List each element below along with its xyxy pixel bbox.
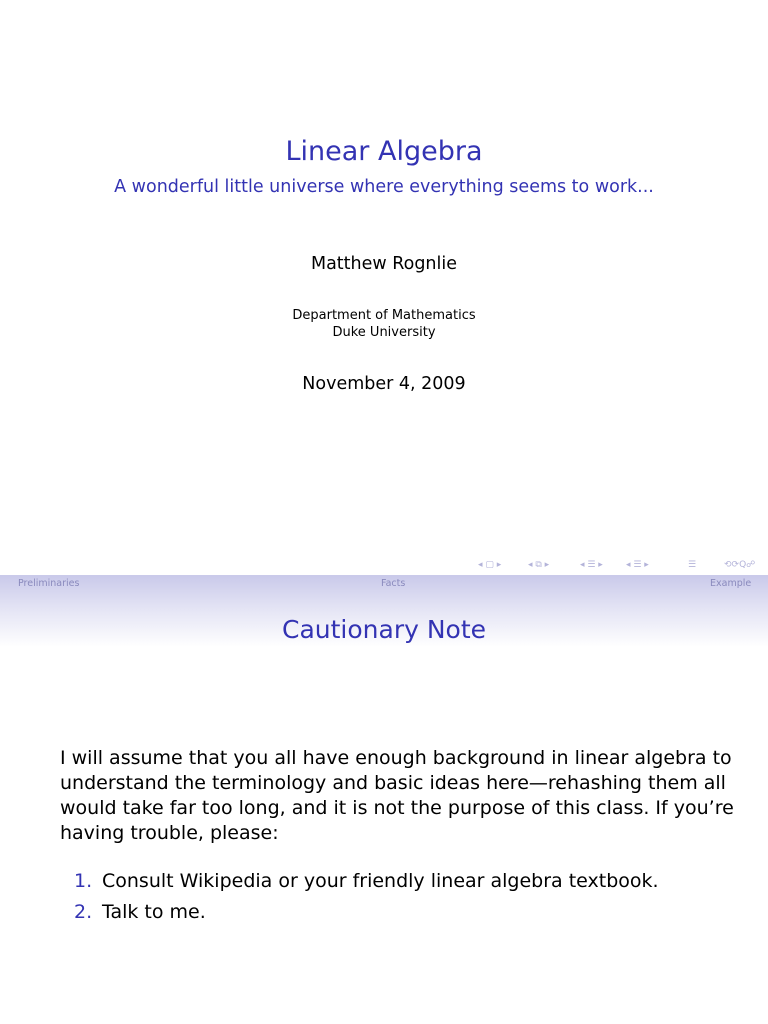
department-name: Department of Mathematics [292, 308, 476, 323]
presentation-date: November 4, 2009 [302, 374, 466, 394]
author-name: Matthew Rognlie [310, 254, 458, 274]
body-paragraph: I will assume that you all have enough background in linear algebra to understand the terminology and basic ideas here—rehashing them all would take far too long, and it is not the purpose of this class. If you’re having trouble, please: [60, 747, 734, 844]
nav-section-preliminaries[interactable]: Preliminaries [18, 578, 80, 589]
frame-title: Cautionary Note [281, 615, 487, 644]
list-text: Consult Wikipedia or your friendly linear algebra textbook. [102, 870, 659, 892]
frame-nav-icon[interactable]: ◂ ▢ ▸ [478, 560, 502, 570]
list-item [74, 869, 714, 894]
list-number: 2. [74, 901, 93, 923]
slide-subtitle: A wonderful little universe where everything seems to work... [114, 177, 654, 197]
list-number: 1. [74, 870, 93, 892]
slide-title: Linear Algebra [285, 136, 483, 167]
beamer-navigation-bar [478, 560, 768, 574]
university-name: Duke University [332, 325, 436, 340]
list-text: Talk to me. [102, 901, 206, 923]
enumerated-list [74, 869, 714, 931]
subsubsection-nav-icon[interactable]: ◂ ☰ ▸ [626, 560, 649, 570]
content-slide [0, 575, 768, 1024]
institution [0, 307, 768, 341]
list-item [74, 900, 714, 925]
subsection-nav-icon[interactable]: ◂ ⧉ ▸ [528, 560, 550, 570]
nav-section-facts[interactable]: Facts [381, 578, 406, 589]
document-nav-icon[interactable]: ☰ [688, 560, 697, 570]
nav-section-example[interactable]: Example [710, 578, 752, 589]
section-nav-icon[interactable]: ◂ ☰ ▸ [580, 560, 603, 570]
search-icon[interactable]: ⟲⟳Q☍ [724, 560, 756, 570]
